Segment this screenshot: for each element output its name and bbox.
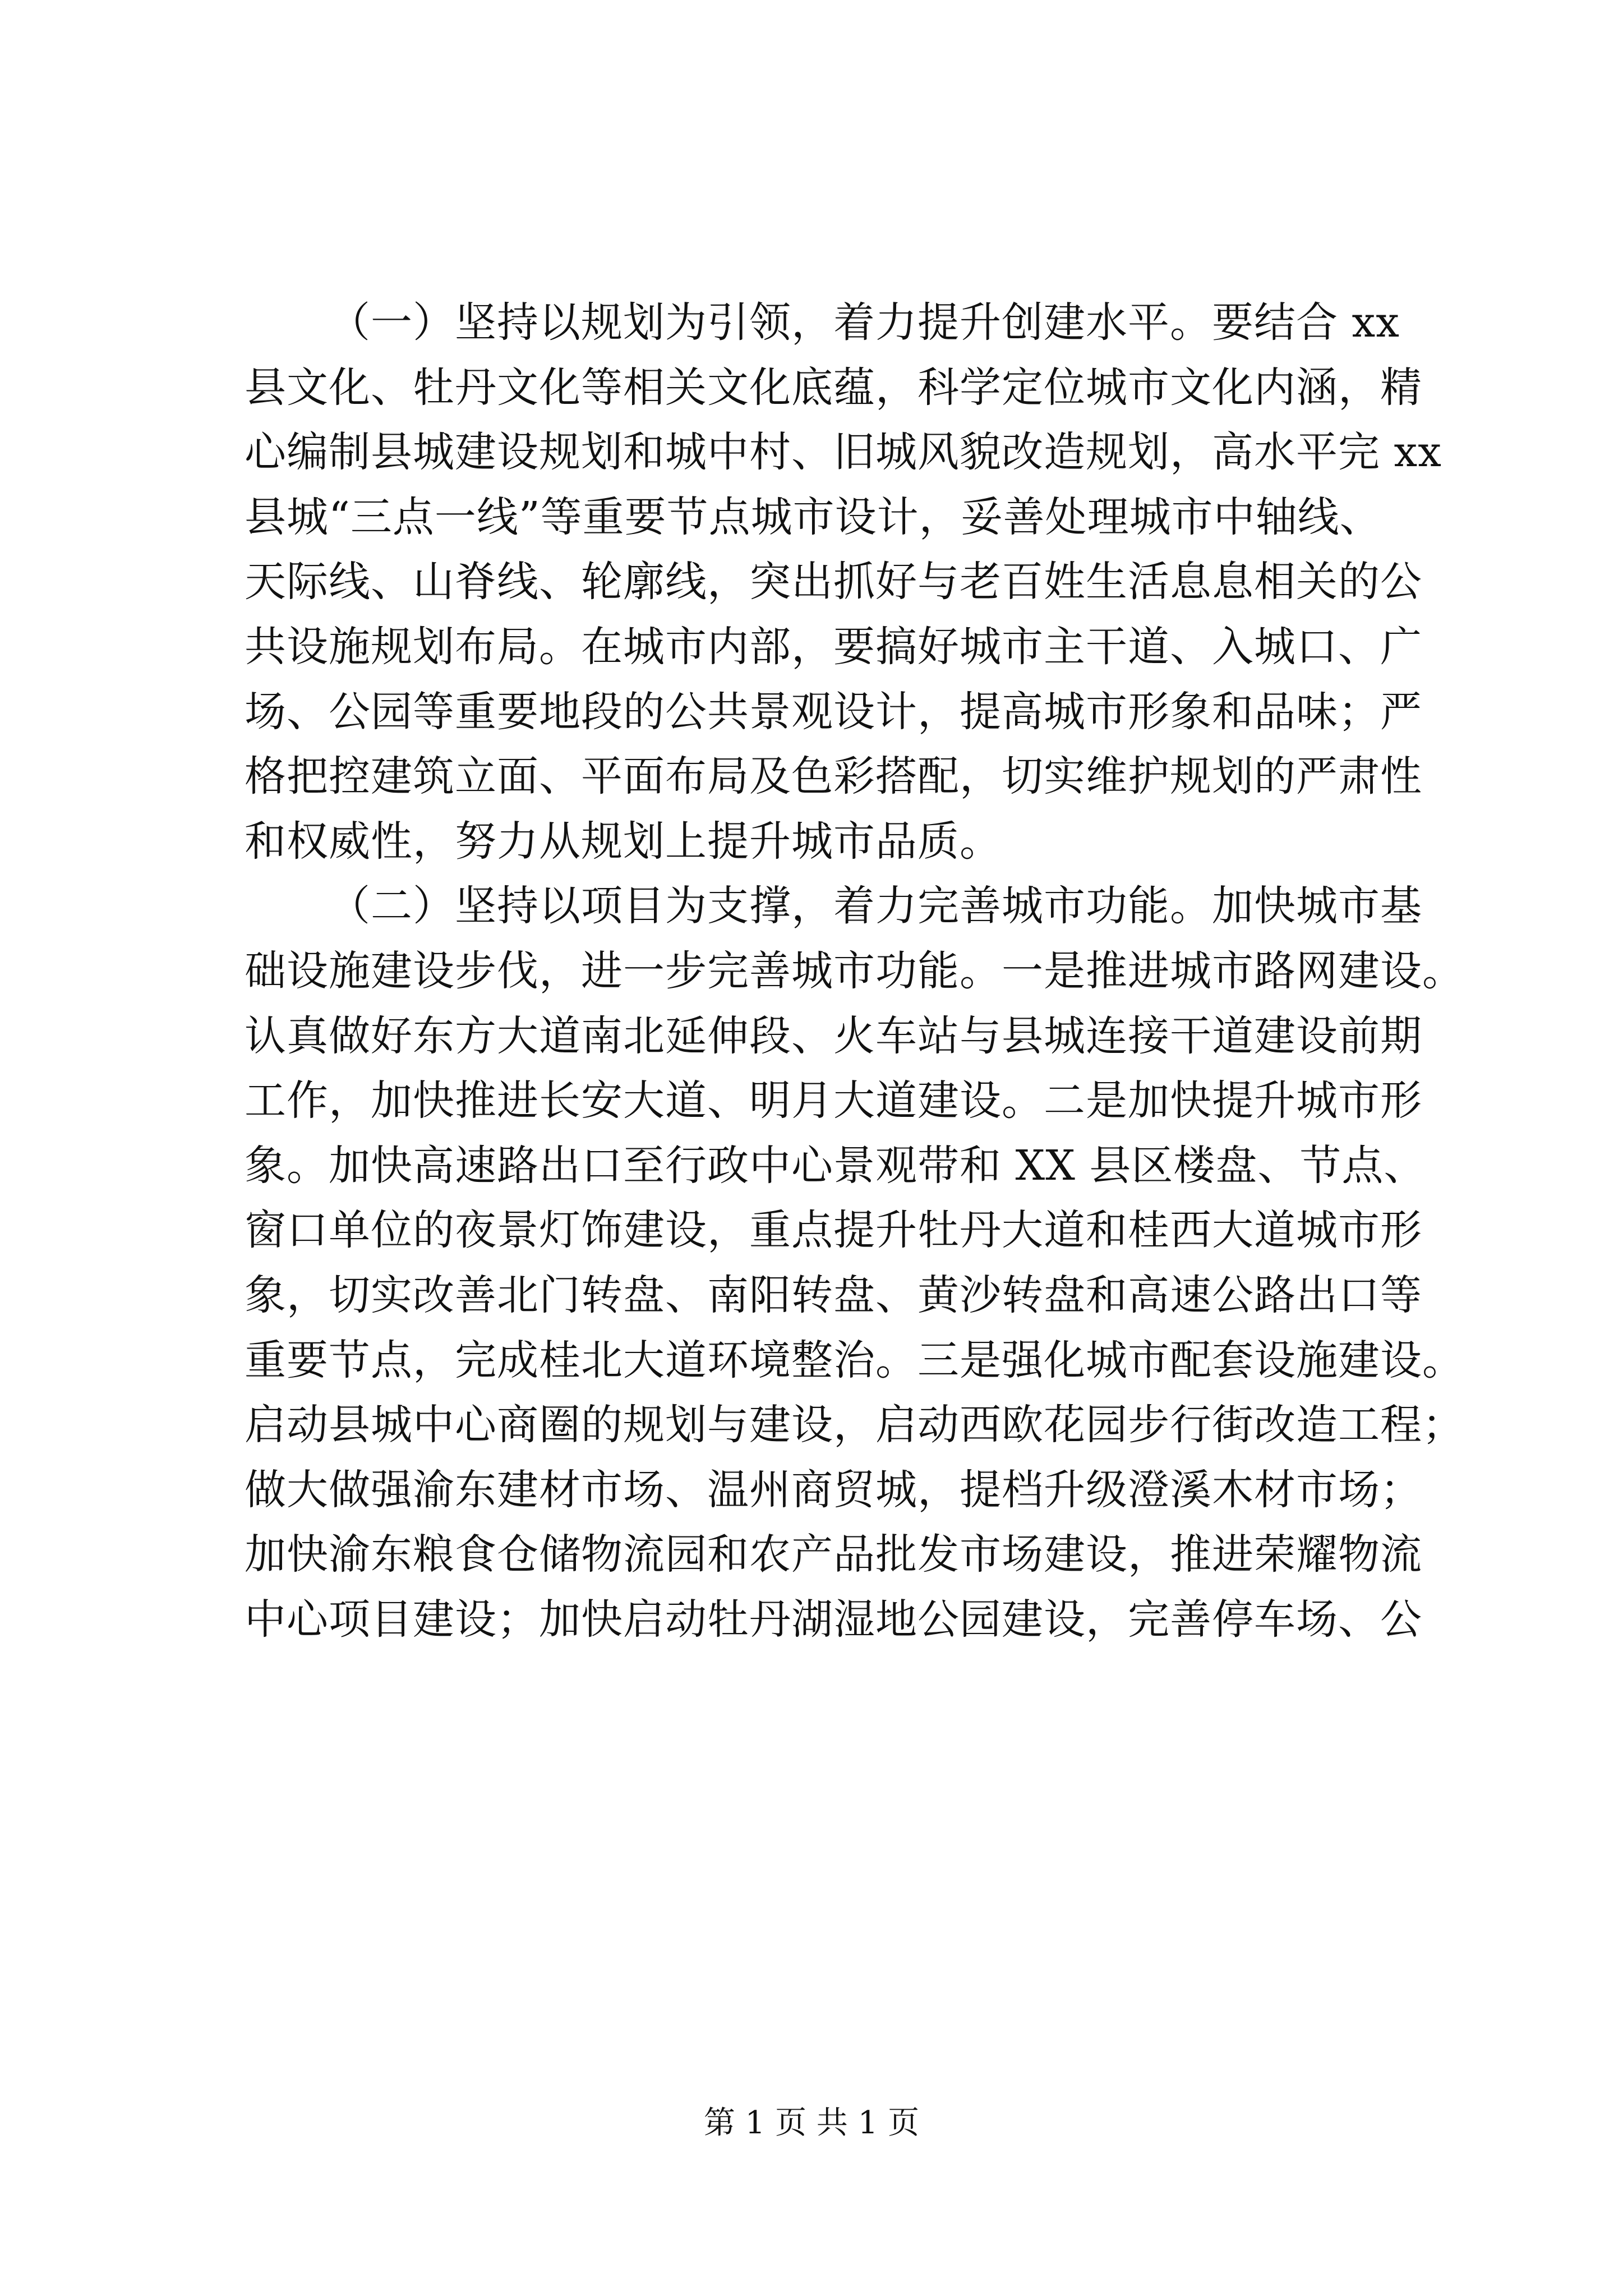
paragraph-1-line-2: 县文化、牡丹文化等相关文化底蕴，科学定位城市文化内涵，精: [245, 363, 1422, 412]
page-number-label: 第 1 页 共 1 页: [703, 2105, 920, 2141]
paragraph-1-line-4: 县城“三点一线”等重要节点城市设计，妥善处理城市中轴线、: [245, 493, 1382, 541]
paragraph-2-line-2: 础设施建设步伐，进一步完善城市功能。一是推进城市路网建设。: [245, 946, 1464, 995]
paragraph-2-line-6: 窗口单位的夜景灯饰建设，重点提升牡丹大道和桂西大道城市形: [245, 1206, 1422, 1255]
paragraph-1-line-8: 格把控建筑立面、平面布局及色彩搭配，切实维护规划的严肃性: [245, 752, 1422, 801]
paragraph-2-line-12: 中心项目建设；加快启动牡丹湖湿地公园建设，完善停车场、公: [245, 1595, 1422, 1644]
paragraph-2-line-4: 工作，加快推进长安大道、明月大道建设。二是加快提升城市形: [245, 1076, 1422, 1125]
paragraph-2-line-1: （二）坚持以项目为支撑，着力完善城市功能。加快城市基: [329, 882, 1422, 931]
paragraph-2-line-9: 启动县城中心商圈的规划与建设，启动西欧花园步行街改造工程；: [245, 1401, 1464, 1450]
paragraph-1-line-3: 心编制县城建设规划和城中村、旧城风貌改造规划，高水平完 xx: [245, 428, 1442, 477]
paragraph-1-line-6: 共设施规划布局。在城市内部，要搞好城市主干道、入城口、广: [245, 622, 1422, 671]
paragraph-2-line-10: 做大做强渝东建材市场、温州商贸城，提档升级澄溪木材市场；: [245, 1465, 1422, 1514]
paragraph-2-line-11: 加快渝东粮食仓储物流园和农产品批发市场建设，推进荣耀物流: [245, 1530, 1422, 1579]
paragraph-1-line-7: 场、公园等重要地段的公共景观设计，提高城市形象和品味；严: [245, 687, 1422, 736]
paragraph-1-line-1: （一）坚持以规划为引领，着力提升创建水平。要结合 xx: [329, 298, 1400, 347]
paragraph-1-line-9: 和权威性，努力从规划上提升城市品质。: [245, 817, 1002, 866]
paragraph-1-line-5: 天际线、山脊线、轮廓线，突出抓好与老百姓生活息息相关的公: [245, 558, 1422, 606]
paragraph-2-line-8: 重要节点，完成桂北大道环境整治。三是强化城市配套设施建设。: [245, 1336, 1464, 1384]
paragraph-2-line-3: 认真做好东方大道南北延伸段、火车站与县城连接干道建设前期: [245, 1011, 1422, 1060]
document-body: [245, 291, 1478, 1652]
paragraph-2-line-7: 象，切实改善北门转盘、南阳转盘、黄沙转盘和高速公路出口等: [245, 1271, 1422, 1319]
page-footer: [0, 2104, 1623, 2143]
paragraph-2-line-5: 象。加快高速路出口至行政中心景观带和 XX 县区楼盘、节点、: [245, 1141, 1426, 1190]
